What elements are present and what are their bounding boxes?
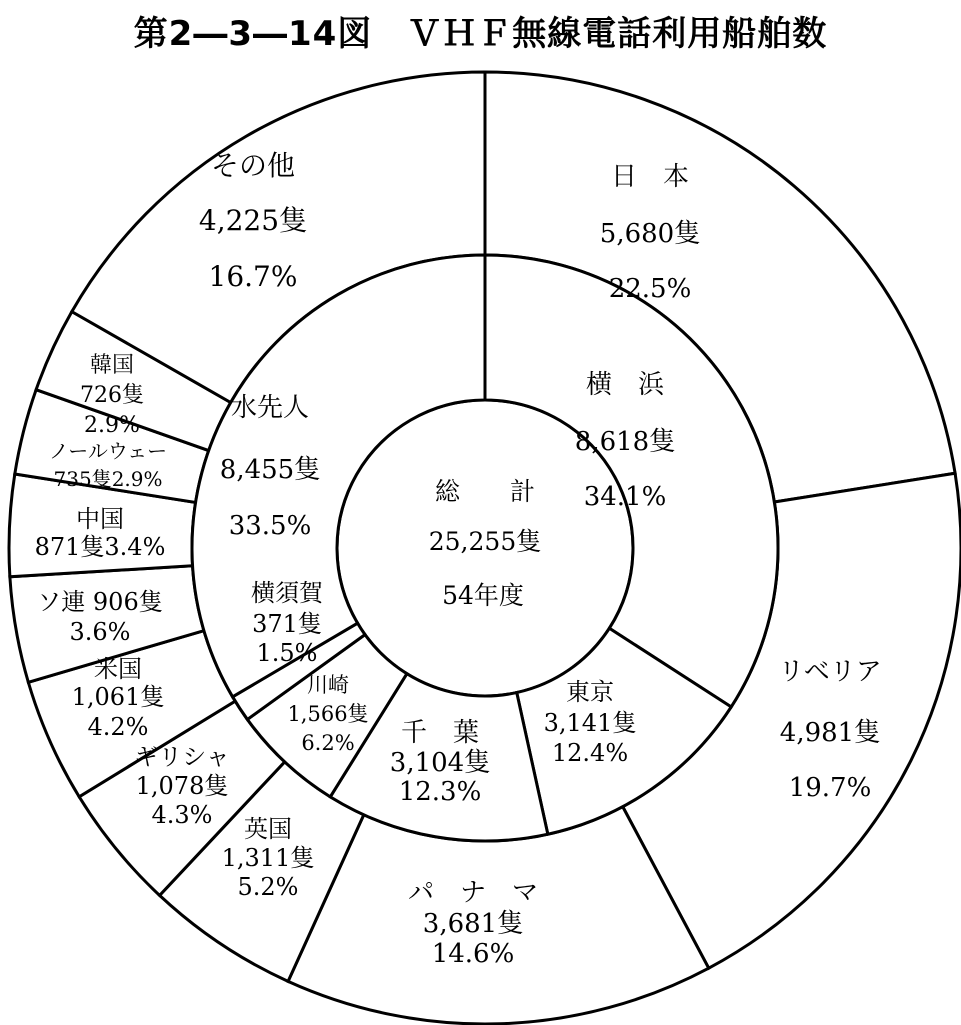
- slice-count: 3,681隻: [422, 909, 524, 939]
- outer-slice-label-count: [37, 588, 162, 616]
- slice-label: ギリシャ: [134, 743, 230, 771]
- slice-label: 米国: [94, 655, 142, 683]
- slice-label: 川崎: [307, 673, 349, 697]
- slice-pct: 12.4%: [551, 739, 629, 767]
- slice-count: 8,455隻: [219, 455, 321, 485]
- slice-count: 1,078隻: [135, 772, 229, 800]
- slice-count: 1,311隻: [221, 844, 315, 872]
- slice-label: 日 本: [610, 162, 690, 192]
- center-year: 54年度: [442, 581, 524, 610]
- slice-count: 1,566隻: [287, 702, 369, 726]
- slice-pct: 14.6%: [431, 939, 515, 969]
- slice-pct: 2.9%: [111, 467, 163, 491]
- slice-label: ノールウェー: [48, 439, 168, 463]
- center-label: 総 計: [434, 477, 536, 506]
- slice-pct: 5.2%: [237, 873, 299, 901]
- slice-count: 3,104隻: [389, 748, 491, 778]
- slice-label: 横須賀: [251, 579, 323, 607]
- slice-pct: 1.5%: [256, 639, 318, 667]
- slice-count: 4,981隻: [779, 718, 881, 748]
- slice-count: 726隻: [80, 383, 144, 408]
- slice-pct: 6.2%: [301, 731, 355, 755]
- slice-count: 371隻: [252, 610, 322, 638]
- slice-label: 千 葉: [400, 718, 480, 748]
- slice-label: ソ連: [37, 588, 93, 616]
- slice-pct: 3.6%: [69, 618, 131, 646]
- slice-pct: 16.7%: [208, 260, 298, 293]
- center-total: 25,255隻: [428, 527, 542, 556]
- slice-count: 735隻: [53, 467, 112, 491]
- slice-pct: 3.4%: [104, 533, 166, 561]
- slice-pct: 4.2%: [87, 713, 149, 741]
- chart-title: 第2―3―14図 ＶＨＦ無線電話利用船舶数: [133, 14, 828, 54]
- slice-count: 3,141隻: [543, 709, 637, 737]
- slice-label: 東京: [566, 678, 614, 706]
- slice-label: 横 浜: [585, 370, 665, 400]
- outer-slice-count-pct: [35, 533, 166, 561]
- slice-count: 1,061隻: [71, 683, 165, 711]
- slice-count: 4,225隻: [198, 204, 308, 237]
- slice-count: 906隻: [92, 588, 163, 616]
- slice-label: その他: [210, 149, 296, 182]
- slice-label: リベリア: [778, 657, 882, 687]
- outer-slice-count-pct: [54, 467, 163, 491]
- slice-pct: 33.5%: [228, 511, 312, 541]
- slice-label: 英国: [244, 815, 292, 843]
- slice-count: 8,618隻: [574, 427, 676, 457]
- slice-label: 中国: [76, 505, 124, 533]
- slice-pct: 12.3%: [398, 777, 482, 807]
- slice-pct: 4.3%: [151, 801, 213, 829]
- slice-count: 871隻: [34, 533, 105, 561]
- slice-pct: 34.1%: [583, 482, 667, 512]
- slice-pct: 19.7%: [788, 773, 872, 803]
- slice-label: 韓国: [89, 353, 135, 378]
- slice-label: 水先人: [230, 393, 310, 423]
- slice-label: パ ナ マ: [407, 878, 539, 908]
- slice-pct: 2.9%: [84, 413, 140, 438]
- slice-count: 5,680隻: [599, 219, 701, 249]
- slice-pct: 22.5%: [608, 274, 692, 304]
